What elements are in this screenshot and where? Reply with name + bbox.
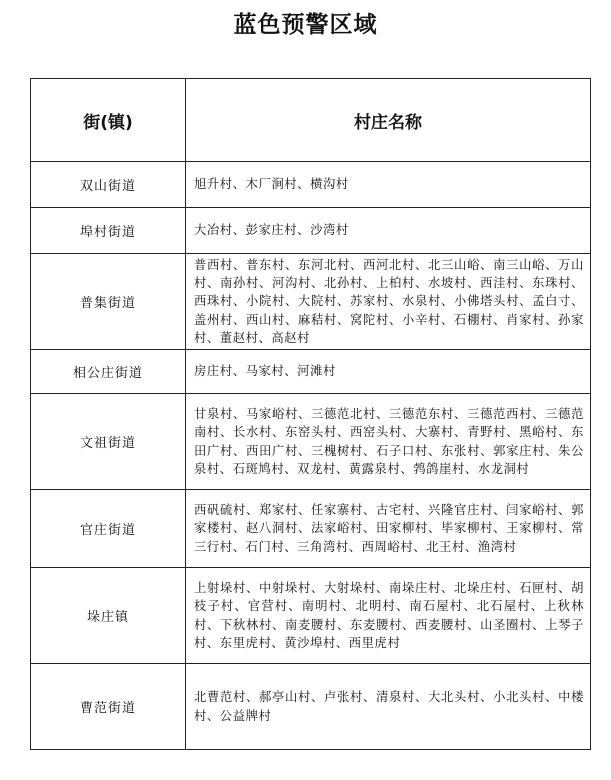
table-row: [31, 568, 591, 664]
table-row: [31, 254, 591, 350]
table-row: [31, 490, 591, 568]
town-cell: 垛庄镇: [31, 568, 186, 664]
column-header-town: 街(镇): [31, 79, 186, 162]
town-cell: 普集街道: [31, 254, 186, 350]
warning-area-table: [30, 78, 591, 750]
villages-cell: 房庄村、马家村、河滩村: [186, 350, 591, 394]
table-row: [31, 162, 591, 208]
table-row: [31, 664, 591, 750]
page-title: 蓝色预警区域: [233, 12, 378, 38]
villages-cell: 北曹范村、郝亭山村、卢张村、清泉村、大北头村、小北头村、中楼村、公益牌村: [186, 664, 591, 750]
villages-cell: 西矾硫村、郑家村、任家寨村、古宅村、兴隆官庄村、闫家峪村、郭家楼村、赵八洞村、法家峪村、田家柳村、毕家柳村、王家柳村、常三行村、石门村、三角湾村、西周峪村、北王村、渔湾村: [186, 490, 591, 568]
town-cell: 文祖街道: [31, 394, 186, 490]
town-cell: 埠村街道: [31, 208, 186, 254]
villages-cell: 上射垛村、中射垛村、大射垛村、南垛庄村、北垛庄村、石匣村、胡枝子村、官营村、南明村、北明村、南石屋村、北石屋村、上秋林村、下秋林村、南麦腰村、东麦腰村、西麦腰村、山圣圈村、上琴子村、东里虎村、黄沙埠村、西里虎村: [186, 568, 591, 664]
town-cell: 曹范街道: [31, 664, 186, 750]
column-header-villages: 村庄名称: [186, 79, 591, 162]
table-row: [31, 394, 591, 490]
town-cell: 相公庄街道: [31, 350, 186, 394]
villages-cell: 旭升村、木厂涧村、横沟村: [186, 162, 591, 208]
villages-cell: 甘泉村、马家峪村、三德范北村、三德范东村、三德范西村、三德范南村、长水村、东窑头村、西窑头村、大寨村、青野村、黑峪村、东田广村、西田广村、三槐树村、石子口村、东张村、郭家庄村、朱公泉村、石斑鸠村、双龙村、黄露泉村、鹁鸽崖村、水龙洞村: [186, 394, 591, 490]
town-cell: 双山街道: [31, 162, 186, 208]
villages-cell: 普西村、普东村、东河北村、西河北村、北三山峪、南三山峪、万山村、南孙村、河沟村、北孙村、上柏村、水坡村、西洼村、东珠村、西珠村、小院村、大院村、苏家村、水泉村、小佛塔头村、孟白寸、盖州村、西山村、麻秸村、窝陀村、小辛村、石棚村、肖家村、孙家村、董赵村、高赵村: [186, 254, 591, 350]
table-row: [31, 208, 591, 254]
town-cell: 官庄街道: [31, 490, 186, 568]
table-row: [31, 350, 591, 394]
villages-cell: 大冶村、彭家庄村、沙湾村: [186, 208, 591, 254]
table-header-row: [31, 79, 591, 162]
